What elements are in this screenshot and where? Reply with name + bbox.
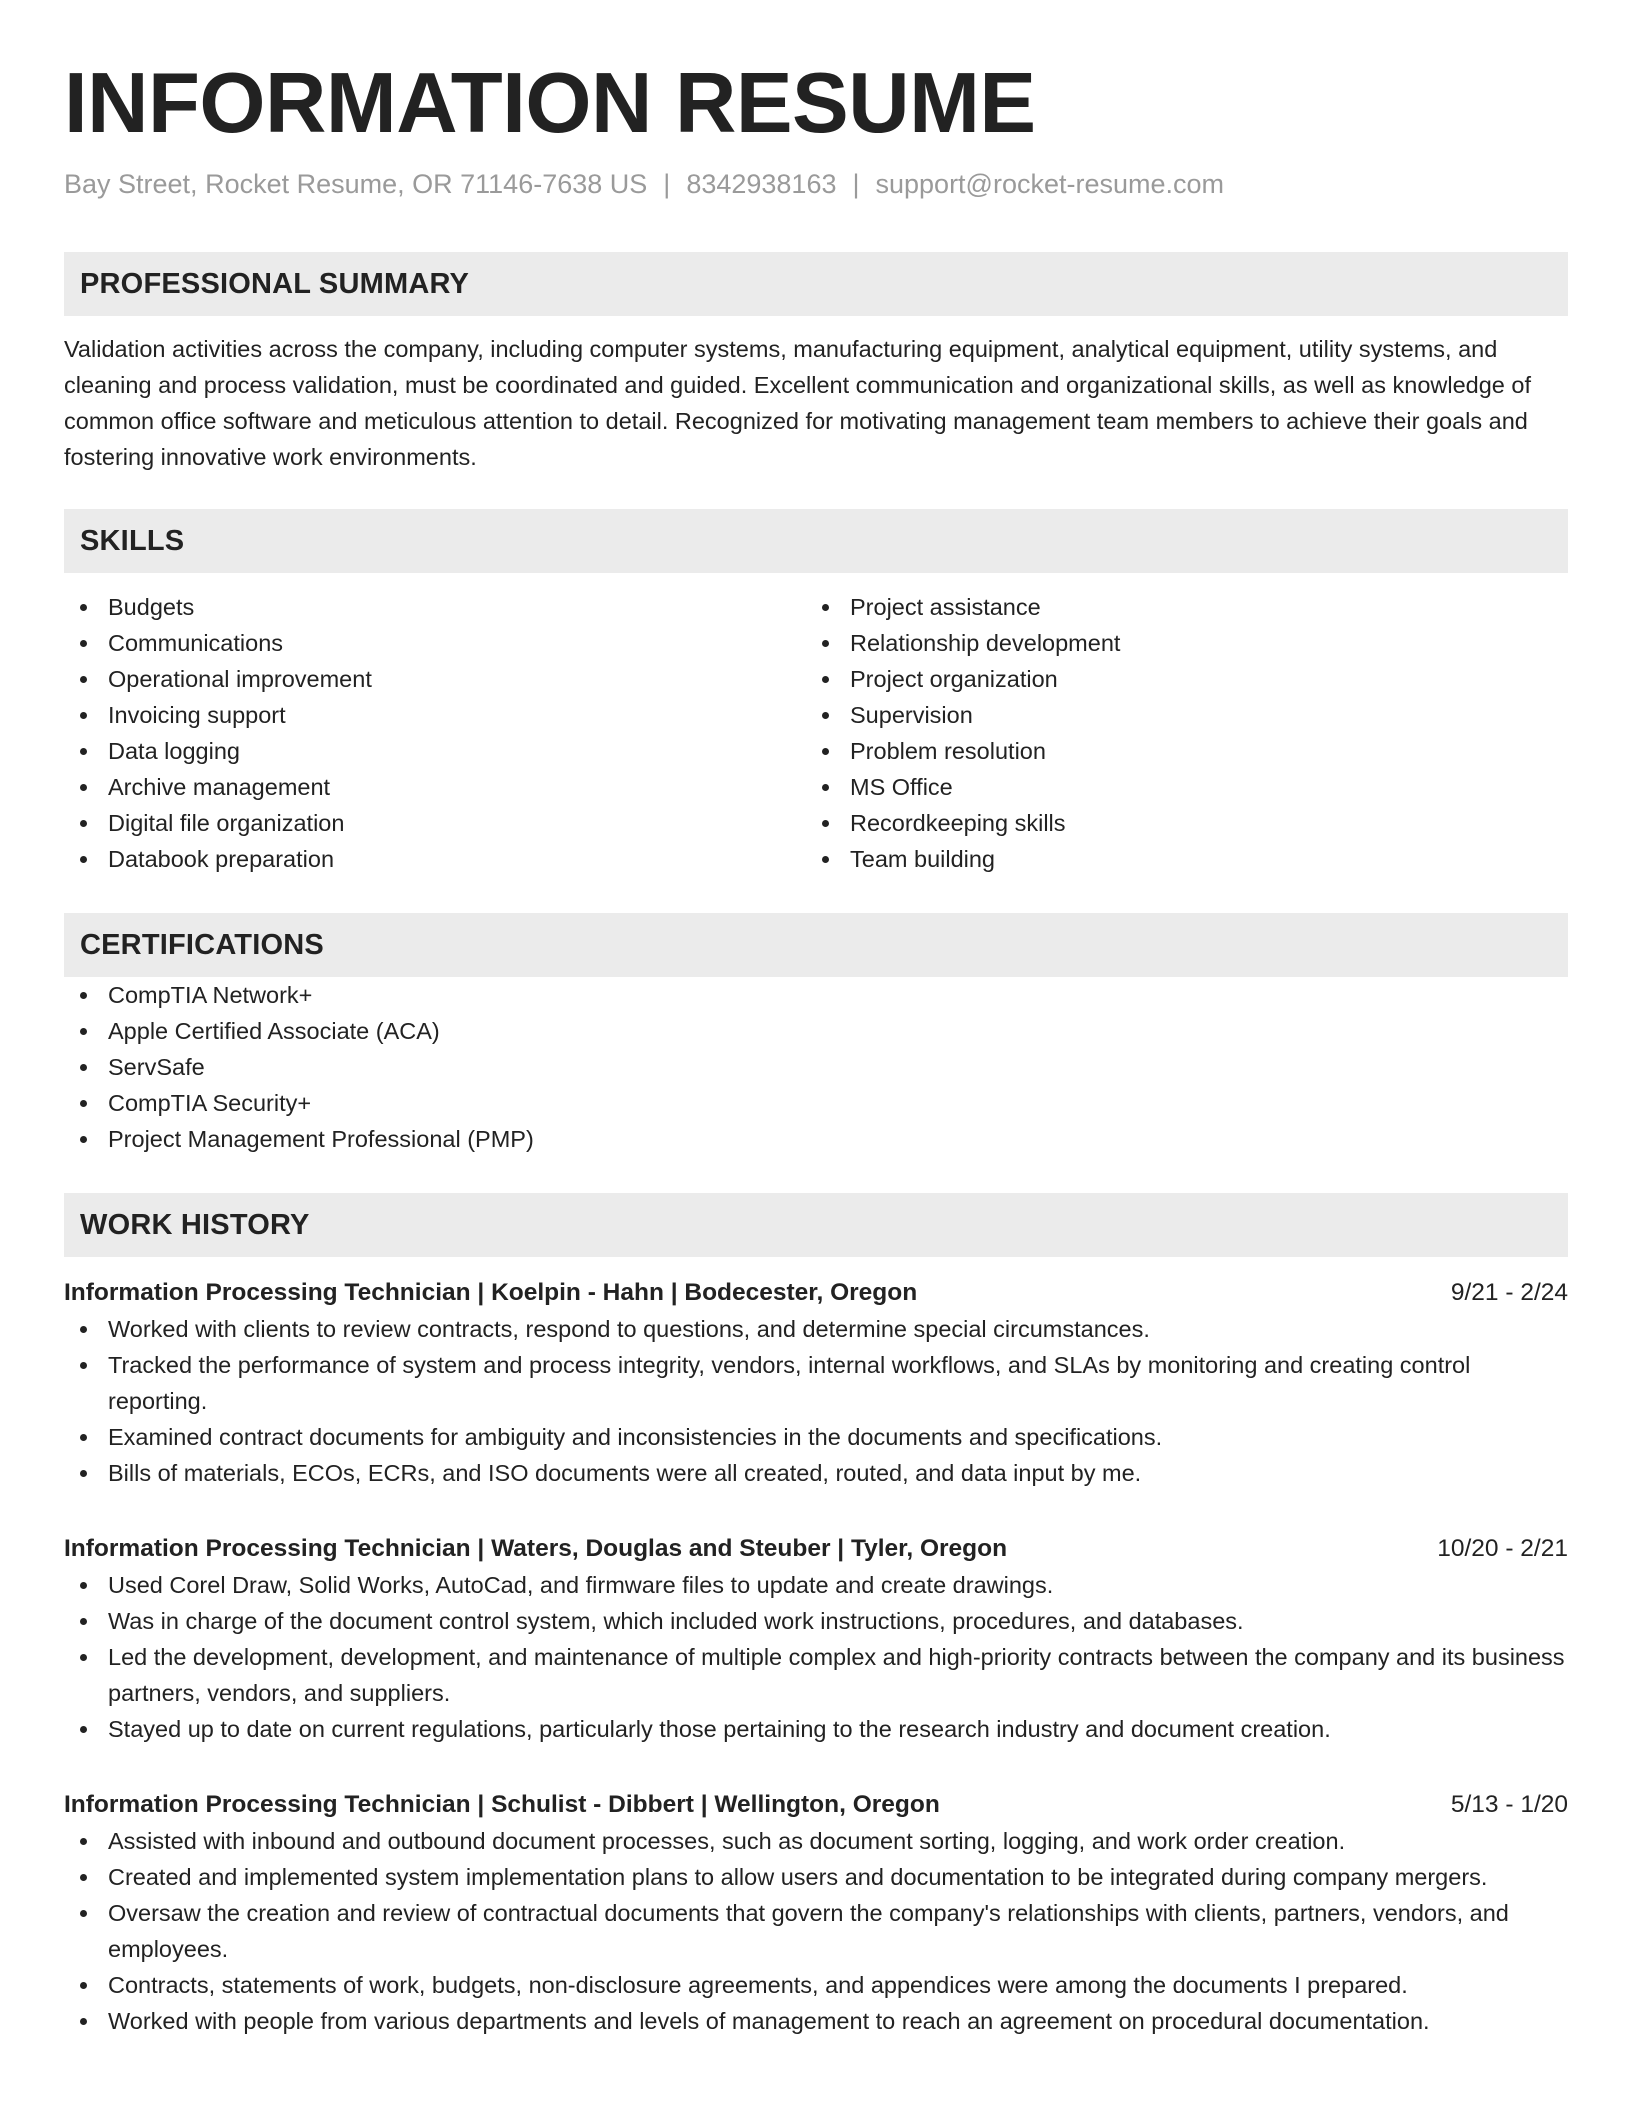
job-duties-list <box>64 1567 1568 1747</box>
job-duties-list <box>64 1311 1568 1491</box>
skills-columns <box>64 589 1568 877</box>
job-duty: Worked with people from various departments and levels of management to reach an agreement on procedural documentation. <box>64 2003 1568 2039</box>
certifications-list <box>64 977 1568 1157</box>
summary-text: Validation activities across the company, including computer systems, manufacturing equipment, analytical equipment, utility systems, and cleaning and process validation, must be coordinated and guided. Excellent communication and organizational skills, as well as knowledge of common office software and meticulous attention to detail. Recognized for motivating management team members to achieve their goals and fostering innovative work environments. <box>64 336 1532 470</box>
skill-item: Recordkeeping skills <box>806 805 1548 841</box>
certification-item: ServSafe <box>64 1049 1568 1085</box>
contact-separator: | <box>852 169 860 199</box>
skill-item: Communications <box>64 625 806 661</box>
job-dates: 10/20 - 2/21 <box>1437 1535 1568 1562</box>
job-duty: Assisted with inbound and outbound document processes, such as document sorting, logging, and work order creation. <box>64 1823 1568 1859</box>
skill-item: Databook preparation <box>64 841 806 877</box>
certification-item: Apple Certified Associate (ACA) <box>64 1013 1568 1049</box>
contact-separator: | <box>663 169 671 199</box>
skill-item: MS Office <box>806 769 1548 805</box>
job-header <box>64 1787 1568 1823</box>
job-title: Information Processing Technician | Koelpin - Hahn | Bodecester, Oregon <box>64 1279 918 1306</box>
skill-item: Invoicing support <box>64 697 806 733</box>
job-dates: 5/13 - 1/20 <box>1450 1791 1568 1818</box>
certifications-heading: CERTIFICATIONS <box>64 913 1568 977</box>
contact-line <box>64 166 1568 202</box>
job-header <box>64 1531 1568 1567</box>
job-duty: Oversaw the creation and review of contractual documents that govern the company's relationships with clients, partners, vendors, and employees. <box>64 1895 1568 1967</box>
skills-column-right <box>806 589 1548 877</box>
job-entry <box>64 1787 1568 2039</box>
contact-address: Bay Street, Rocket Resume, OR 71146-7638 US <box>64 169 648 199</box>
job-duty: Used Corel Draw, Solid Works, AutoCad, and firmware files to update and create drawings. <box>64 1567 1568 1603</box>
job-duty: Stayed up to date on current regulations, particularly those pertaining to the research industry and document creation. <box>64 1711 1568 1747</box>
skills-column-left <box>64 589 806 877</box>
skills-list-right <box>806 589 1548 877</box>
job-dates: 9/21 - 2/24 <box>1450 1279 1568 1306</box>
summary-heading: PROFESSIONAL SUMMARY <box>64 252 1568 316</box>
skill-item: Budgets <box>64 589 806 625</box>
skill-item: Operational improvement <box>64 661 806 697</box>
job-duty: Worked with clients to review contracts, respond to questions, and determine special circumstances. <box>64 1311 1568 1347</box>
job-duties-list <box>64 1823 1568 2039</box>
skill-item: Problem resolution <box>806 733 1548 769</box>
skill-item: Team building <box>806 841 1548 877</box>
job-duty: Created and implemented system implementation plans to allow users and documentation to be integrated during company mergers. <box>64 1859 1568 1895</box>
certification-item: Project Management Professional (PMP) <box>64 1121 1568 1157</box>
job-duty: Examined contract documents for ambiguity and inconsistencies in the documents and specifications. <box>64 1419 1568 1455</box>
skill-item: Data logging <box>64 733 806 769</box>
contact-phone: 8342938163 <box>686 169 837 199</box>
job-duty: Contracts, statements of work, budgets, non-disclosure agreements, and appendices were among the documents I prepared. <box>64 1967 1568 2003</box>
resume-name: INFORMATION RESUME <box>64 56 1036 151</box>
skill-item: Archive management <box>64 769 806 805</box>
contact-email: support@rocket-resume.com <box>875 169 1225 199</box>
skills-heading: SKILLS <box>64 509 1568 573</box>
skill-item: Digital file organization <box>64 805 806 841</box>
job-header <box>64 1275 1568 1311</box>
skill-item: Project assistance <box>806 589 1548 625</box>
job-title: Information Processing Technician | Schulist - Dibbert | Wellington, Oregon <box>64 1791 940 1818</box>
job-duty: Was in charge of the document control system, which included work instructions, procedures, and databases. <box>64 1603 1568 1639</box>
skill-item: Relationship development <box>806 625 1548 661</box>
job-entry <box>64 1275 1568 1491</box>
job-title: Information Processing Technician | Waters, Douglas and Steuber | Tyler, Oregon <box>64 1535 1008 1562</box>
work-history-heading: WORK HISTORY <box>64 1193 1568 1257</box>
certification-item: CompTIA Security+ <box>64 1085 1568 1121</box>
resume-page <box>64 0 1568 2039</box>
certification-item: CompTIA Network+ <box>64 977 1568 1013</box>
skill-item: Project organization <box>806 661 1548 697</box>
skills-list-left <box>64 589 806 877</box>
job-duty: Bills of materials, ECOs, ECRs, and ISO documents were all created, routed, and data input by me. <box>64 1455 1568 1491</box>
skill-item: Supervision <box>806 697 1548 733</box>
job-duty: Led the development, development, and maintenance of multiple complex and high-priority contracts between the company and its business partners, vendors, and suppliers. <box>64 1639 1568 1711</box>
job-entry <box>64 1531 1568 1747</box>
job-duty: Tracked the performance of system and process integrity, vendors, internal workflows, and SLAs by monitoring and creating control reporting. <box>64 1347 1568 1419</box>
